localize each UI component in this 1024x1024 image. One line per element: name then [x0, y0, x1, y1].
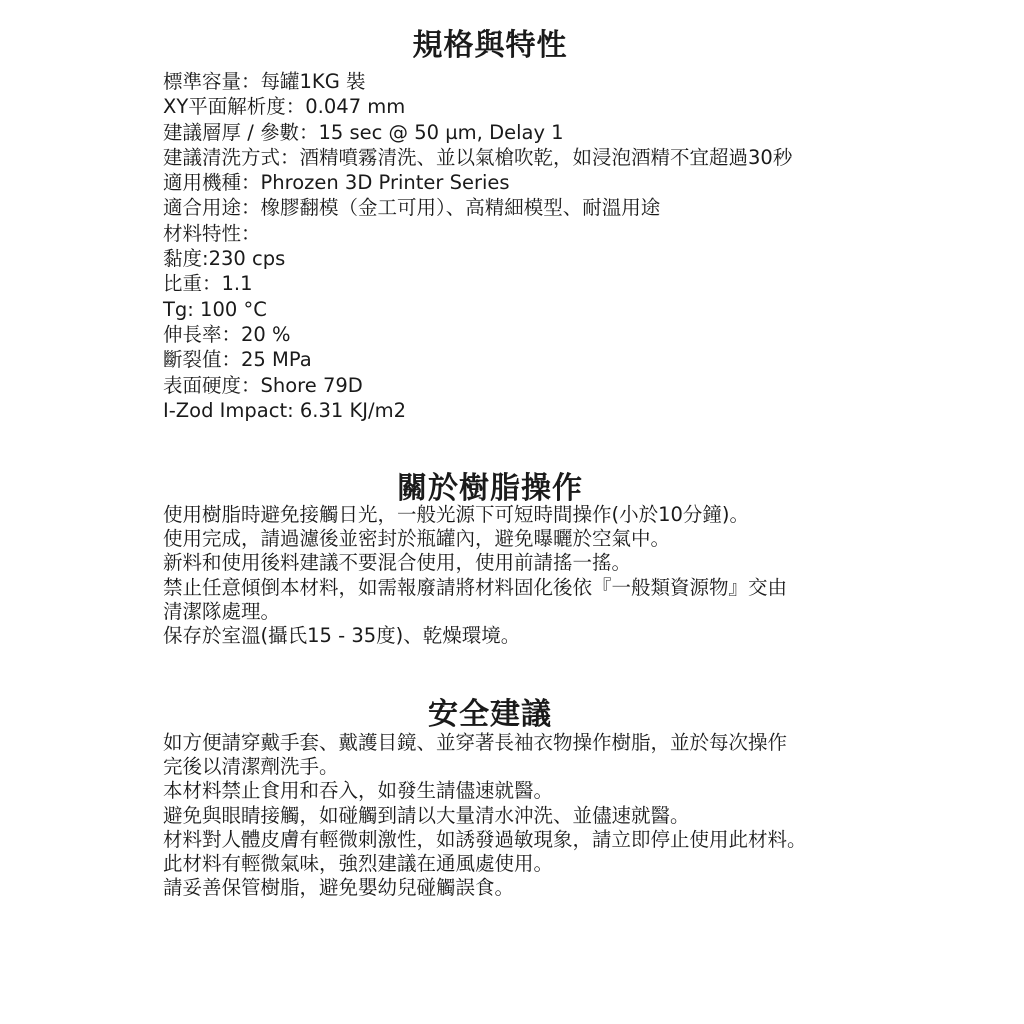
specs-list: [163, 69, 863, 423]
spec-layer-thickness: 建議層厚 / 參數：15 sec @ 50 µm, Delay 1: [163, 120, 564, 144]
spec-surface-hardness: 表面硬度：Shore 79D: [163, 373, 363, 397]
operation-line: 清潔隊處理。: [163, 599, 281, 623]
specs-title: 規格與特性: [412, 28, 568, 63]
safety-list: [163, 731, 863, 900]
operation-line: 禁止任意傾倒本材料，如需報廢請將材料固化後依『一般類資源物』交由: [163, 575, 788, 599]
safety-title: 安全建議: [428, 697, 552, 732]
safety-line: 完後以清潔劑洗手。: [163, 755, 339, 779]
spec-material-properties-heading: 材料特性：: [163, 221, 261, 245]
spec-compatible-printers: 適用機種：Phrozen 3D Printer Series: [163, 171, 510, 195]
spec-specific-gravity: 比重：1.1: [163, 272, 253, 296]
operation-line: 保存於室溫(攝氏15 - 35度)、乾燥環境。: [163, 624, 521, 648]
spec-tg: Tg: 100 °C: [163, 297, 267, 321]
operation-line: 使用樹脂時避免接觸日光，一般光源下可短時間操作(小於10分鐘)。: [163, 503, 750, 526]
spec-standard-capacity: 標準容量：每罐1KG 裝: [163, 70, 366, 93]
safety-line: 材料對人體皮膚有輕微刺激性，如誘發過敏現象，請立即停止使用此材料。: [163, 827, 807, 851]
spec-elongation: 伸長率：20 %: [163, 322, 291, 346]
safety-line: 本材料禁止食用和吞入，如發生請儘速就醫。: [163, 779, 554, 803]
operation-line: 新料和使用後料建議不要混合使用，使用前請搖一搖。: [163, 551, 632, 575]
operation-list: [163, 503, 863, 648]
spec-viscosity: 黏度:230 cps: [163, 247, 286, 271]
spec-xy-resolution: XY平面解析度：0.047 mm: [163, 95, 406, 119]
safety-line: 請妥善保管樹脂，避免嬰幼兒碰觸誤食。: [163, 876, 515, 900]
spec-tensile-strength: 斷裂值：25 MPa: [163, 348, 312, 372]
spec-applications: 適合用途：橡膠翻模（金工可用）、高精細模型、耐溫用途: [163, 196, 661, 220]
safety-line: 如方便請穿戴手套、戴護目鏡、並穿著長袖衣物操作樹脂，並於每次操作: [163, 731, 788, 754]
spec-cleaning-method: 建議清洗方式：酒精噴霧清洗、並以氣槍吹乾，如浸泡酒精不宜超過30秒: [163, 145, 793, 169]
safety-line: 避免與眼睛接觸，如碰觸到請以大量清水沖洗、並儘速就醫。: [163, 803, 690, 827]
operation-line: 使用完成，請過濾後並密封於瓶罐內，避免曝曬於空氣中。: [163, 527, 671, 551]
safety-line: 此材料有輕微氣味，強烈建議在通風處使用。: [163, 852, 554, 876]
spec-izod-impact: I-Zod Impact: 6.31 KJ/m2: [163, 398, 406, 422]
operation-title: 關於樹脂操作: [397, 471, 583, 506]
